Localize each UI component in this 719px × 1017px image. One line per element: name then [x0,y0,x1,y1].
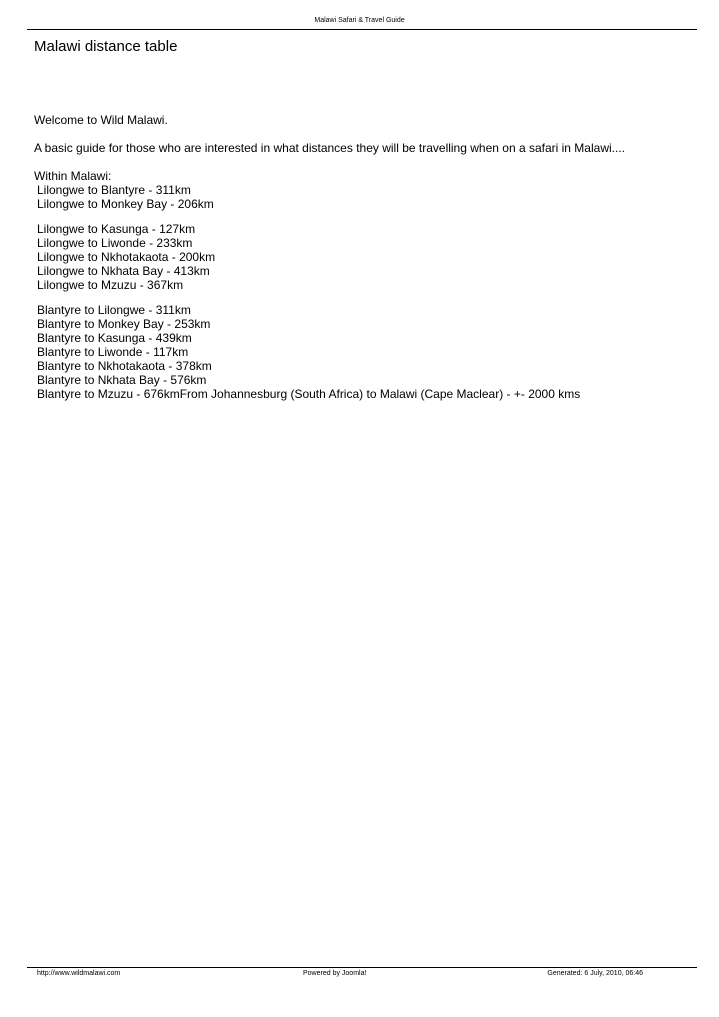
lilongwe-distance-list-b [34,222,694,292]
list-item: Blantyre to Mzuzu - 676kmFrom Johannesburg (South Africa) to Malawi (Cape Maclear) - +- 2000 kms [37,387,581,401]
list-item: Lilongwe to Nkhata Bay - 413km [37,264,210,278]
spacer [34,155,694,169]
intro-text: A basic guide for those who are interested in what distances they will be travelling when on a safari in Malawi.... [34,141,625,155]
list-item: Lilongwe to Kasunga - 127km [37,222,196,236]
list-item: Lilongwe to Liwonde - 233km [37,236,193,250]
lilongwe-distance-list-a [34,183,694,211]
list-item: Lilongwe to Nkhotakaota - 200km [37,250,216,264]
spacer [34,127,694,141]
list-item: Blantyre to Liwonde - 117km [37,345,189,359]
within-heading: Within Malawi: [34,169,112,183]
footer-url: http://www.wildmalawi.com [37,970,121,977]
footer-powered-by: Powered by Joomla! [303,970,367,977]
list-item: Blantyre to Lilongwe - 311km [37,303,191,317]
page-title: Malawi distance table [34,38,178,55]
list-item: Blantyre to Nkhata Bay - 576km [37,373,207,387]
header-divider [27,29,697,30]
spacer [34,211,694,222]
spacer [34,292,694,303]
article-body [34,113,694,401]
list-item: Blantyre to Nkhotakaota - 378km [37,359,212,373]
welcome-text: Welcome to Wild Malawi. [34,113,168,127]
list-item: Blantyre to Kasunga - 439km [37,331,192,345]
footer-divider [27,967,697,968]
blantyre-distance-list [34,303,694,401]
header-site-title: Malawi Safari & Travel Guide [314,17,405,24]
list-item: Lilongwe to Mzuzu - 367km [37,278,184,292]
list-item: Blantyre to Monkey Bay - 253km [37,317,211,331]
list-item: Lilongwe to Monkey Bay - 206km [37,197,214,211]
list-item: Lilongwe to Blantyre - 311km [37,183,191,197]
footer-generated: Generated: 6 July, 2010, 06:46 [547,970,643,977]
